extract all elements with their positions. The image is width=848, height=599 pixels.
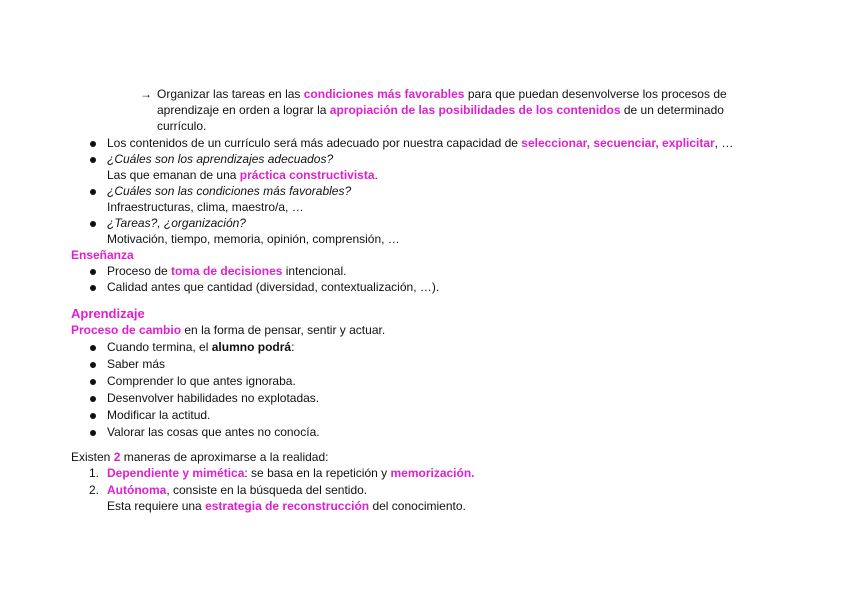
bullet-icon [90, 221, 96, 227]
list-item: Comprender lo que antes ignoraba. [107, 374, 296, 388]
highlight-text: estrategia de reconstrucción [205, 499, 370, 513]
bullet-icon [90, 269, 96, 275]
bullet-icon [90, 189, 96, 195]
bullet-icon [90, 430, 96, 436]
highlight-text: Proceso de cambio [71, 323, 182, 337]
list-number: 2. [89, 483, 100, 497]
highlight-text: Autónoma [107, 483, 167, 497]
text: Los contenidos de un currículo será más adecuado por nuestra capacidad de [107, 136, 522, 150]
numbered-item-continuation [107, 498, 466, 514]
text: , … [714, 136, 734, 150]
text: : se basa en la repetición y [244, 466, 391, 480]
text: intencional. [282, 264, 347, 278]
highlight-text: apropiación de las posibilidades de los contenidos [329, 103, 621, 117]
text: para que puedan desenvolverse los procesos de [464, 87, 727, 101]
arrow-line-2 [157, 102, 724, 118]
text: Las que emanan de una [107, 168, 240, 182]
list-item-answer: Motivación, tiempo, memoria, opinión, comprensión, … [107, 232, 400, 246]
bullet-icon [90, 141, 96, 147]
text: Cuando termina, el [107, 340, 212, 354]
highlight-text: condiciones más favorables [303, 87, 465, 101]
maneras-intro [71, 449, 328, 465]
text: . [374, 168, 378, 182]
list-item: Modificar la actitud. [107, 408, 211, 422]
text: Proceso de [107, 264, 172, 278]
bullet-icon [90, 413, 96, 419]
highlight-text: toma de decisiones [171, 264, 283, 278]
list-item-answer: Infraestructuras, clima, maestro/a, … [107, 200, 304, 214]
list-item-question: ¿Tareas?, ¿organización? [107, 216, 246, 230]
text: en la forma de pensar, sentir y actuar. [181, 323, 386, 337]
arrow-line-1 [157, 86, 727, 102]
text: Esta requiere una [107, 499, 206, 513]
text: aprendizaje en orden a lograr la [157, 103, 330, 117]
bold-text: alumno podrá [211, 340, 292, 354]
bullet-icon [90, 396, 96, 402]
text: : [291, 340, 295, 354]
text: maneras de aproximarse a la realidad: [120, 450, 329, 464]
list-item: Saber más [107, 357, 166, 371]
text: del conocimiento. [369, 499, 466, 513]
numbered-item [107, 465, 475, 481]
text: , consiste en la búsqueda del sentido. [166, 483, 368, 497]
numbered-item [107, 482, 367, 498]
highlight-text: 2 [113, 450, 121, 464]
list-number: 1. [89, 466, 100, 480]
section-heading-ensenanza: Enseñanza [71, 248, 134, 262]
list-item-question: ¿Cuáles son las condiciones más favorables? [107, 184, 352, 198]
aprendizaje-intro [71, 322, 385, 338]
bullet-icon [90, 285, 96, 291]
text: de un determinado [620, 103, 724, 117]
highlight-text: seleccionar, secuenciar, explicitar [521, 136, 715, 150]
arrow-icon: → [140, 87, 152, 101]
highlight-text: práctica constructivista [239, 168, 375, 182]
list-item: Calidad antes que cantidad (diversidad, contextualización, …). [107, 280, 440, 294]
bullet-icon [90, 379, 96, 385]
list-item: Valorar las cosas que antes no conocía. [107, 425, 320, 439]
list-item [107, 135, 733, 151]
bullet-icon [90, 345, 96, 351]
text: Organizar las tareas en las [157, 87, 304, 101]
list-item-question: ¿Cuáles son los aprendizajes adecuados? [107, 152, 334, 166]
list-item [107, 263, 346, 279]
list-item: Desenvolver habilidades no explotadas. [107, 391, 320, 405]
list-item [107, 339, 294, 355]
highlight-text: memorización. [390, 466, 475, 480]
highlight-text: Dependiente y mimética [107, 466, 245, 480]
bullet-icon [90, 362, 96, 368]
arrow-line-3: currículo. [157, 119, 207, 133]
list-item-answer [107, 167, 378, 183]
section-heading-aprendizaje: Aprendizaje [71, 306, 145, 321]
text: Existen [71, 450, 114, 464]
bullet-icon [90, 157, 96, 163]
